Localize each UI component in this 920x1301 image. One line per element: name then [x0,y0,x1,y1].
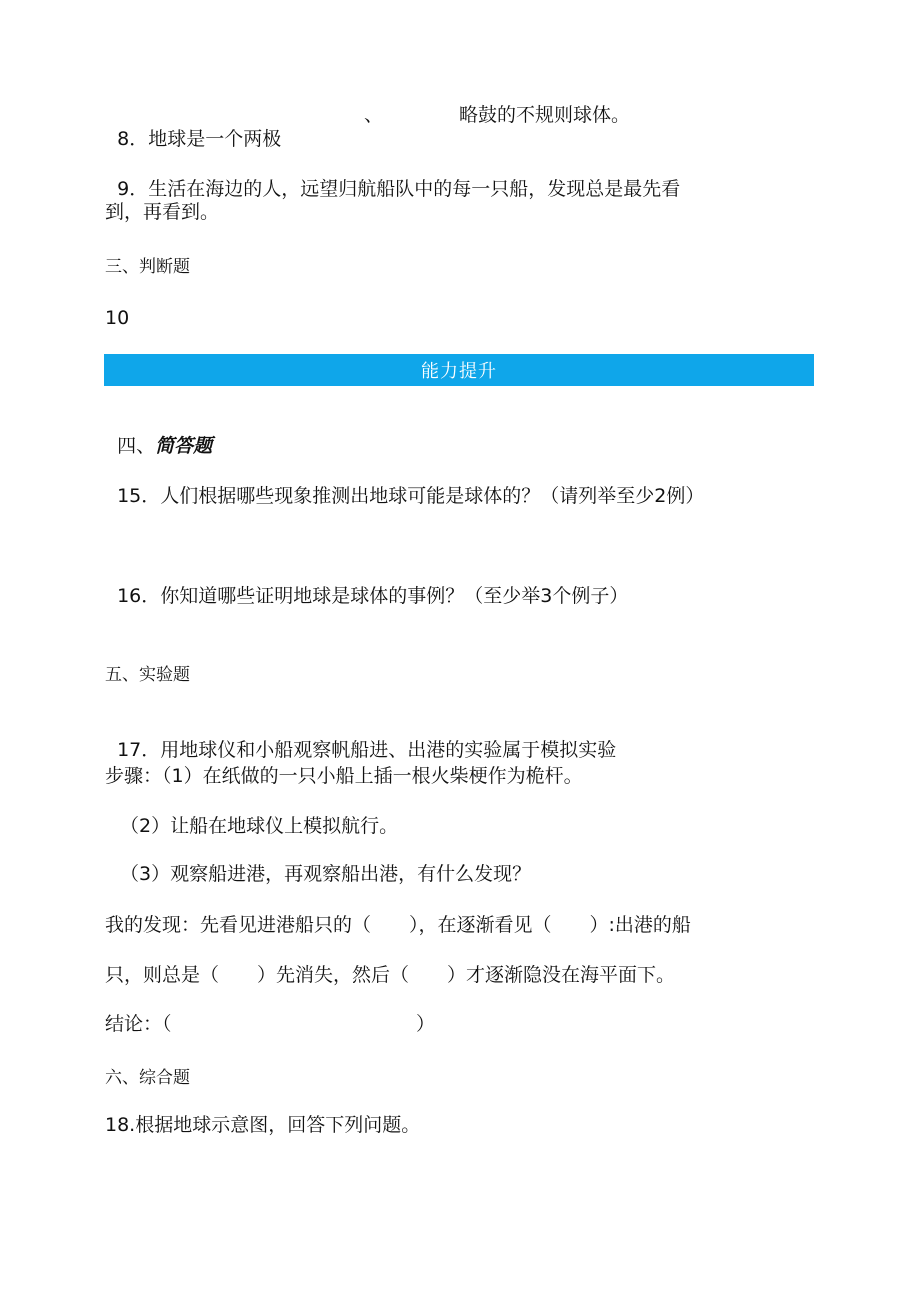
question-17-finding-2: 只，则总是（ ）先消失，然后（ ）才逐渐隐没在海平面下。 [105,964,676,986]
question-8-number: 8 [117,128,130,150]
question-9-text: ．生活在海边的人，远望归航船队中的每一只船，发现总是最先看 [129,178,681,200]
question-17-step-2: （2）让船在地球仪上模拟航行。 [120,815,399,837]
question-9-number: 9 [117,178,130,200]
question-8-tail: 略鼓的不规则球体。 [459,104,631,126]
question-17 [105,714,616,762]
section-3-title: 三、判断题 [105,257,190,277]
section-5-title: 五、实验题 [105,665,190,685]
section-6-title: 六、综合题 [105,1068,190,1088]
question-8 [105,103,281,151]
question-18: 18.根据地球示意图，回答下列问题。 [105,1114,421,1136]
question-16 [105,560,628,608]
section-4-title [105,410,212,458]
question-17-conclusion-label: 结论：（ [105,1013,172,1035]
question-16-text: ．你知道哪些证明地球是球体的事例？（至少举3个例子） [141,585,629,607]
question-15-text: ．人们根据哪些现象推测出地球可能是球体的？（请列举至少2例） [141,485,705,507]
question-15-number: 15 [117,485,142,507]
question-9-line-2: 到，再看到。 [105,201,220,223]
question-17-finding-1: 我的发现：先看见进港船只的（ ），在逐渐看见（ ）:出港的船 [105,914,691,936]
question-15 [105,460,704,508]
question-9-line-1 [105,153,680,201]
ability-banner [104,354,814,386]
question-10-number: 10 [105,307,130,329]
ability-banner-label: 能力提升 [421,361,497,382]
question-17-text: ．用地球仪和小船观察帆船进、出港的实验属于模拟实验 [141,739,617,761]
question-17-step-1: 步骤：（1）在纸做的一只小船上插一根火柴梗作为桅杆。 [105,765,583,787]
question-17-number: 17 [117,739,142,761]
question-16-number: 16 [117,585,142,607]
section-4-name: 简答题 [155,435,213,457]
question-8-separator: 、 [364,104,384,126]
question-17-conclusion-close: ） [416,1013,436,1035]
question-8-text: ．地球是一个两极 [129,128,282,150]
question-17-step-3: （3）观察船进港，再观察船出港，有什么发现？ [120,863,532,885]
section-4-prefix: 四、 [117,435,156,457]
